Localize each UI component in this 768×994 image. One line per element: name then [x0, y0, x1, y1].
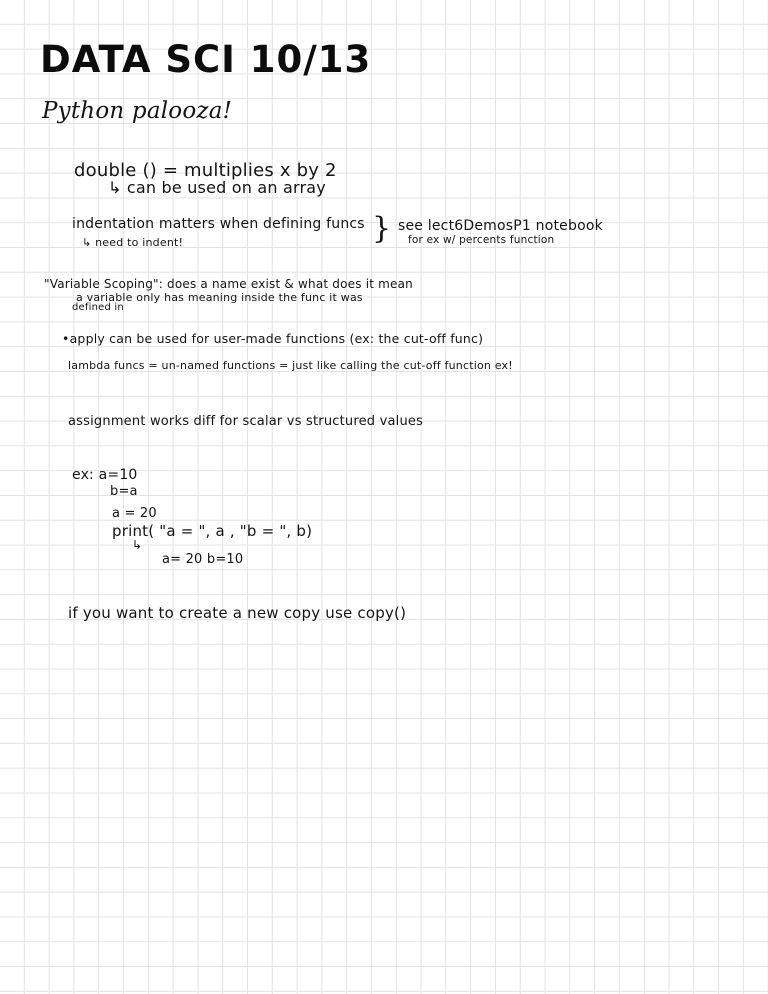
note-variable-scoping: "Variable Scoping": does a name exist & what does it mean — [44, 277, 413, 291]
note-indentation: indentation matters when defining funcs — [72, 216, 365, 232]
section-heading: Python palooza! — [42, 98, 233, 124]
page-title: DATA SCI 10/13 — [40, 38, 372, 81]
note-apply: •apply can be used for user-made functions (ex: the cut-off func) — [62, 331, 484, 346]
arrow-icon: ↳ — [132, 538, 143, 552]
note-percents-function: for ex w/ percents function — [408, 234, 555, 246]
curly-brace: } — [372, 211, 392, 246]
note-assignment: assignment works diff for scalar vs structured values — [68, 414, 424, 429]
example-b-assign: b=a — [110, 484, 138, 499]
note-double-array: ↳ can be used on an array — [108, 178, 326, 197]
example-a-reassign: a = 20 — [112, 506, 157, 521]
note-need-indent: ↳ need to indent! — [82, 236, 184, 249]
example-print: print( "a = ", a , "b = ", b) — [112, 522, 313, 540]
note-scoping-detail: a variable only has meaning inside the func it was — [76, 291, 363, 304]
note-see-notebook: see lect6DemosP1 notebook — [398, 218, 603, 234]
note-scoping-detail-2: defined in — [72, 302, 124, 313]
note-copy: if you want to create a new copy use copy() — [68, 604, 407, 622]
note-lambda: lambda funcs = un-named functions = just like calling the cut-off function ex! — [68, 359, 513, 372]
example-result: a= 20 b=10 — [162, 552, 244, 567]
note-double-function: double () = multiplies x by 2 — [74, 160, 337, 181]
example-a-assign: ex: a=10 — [72, 467, 138, 483]
